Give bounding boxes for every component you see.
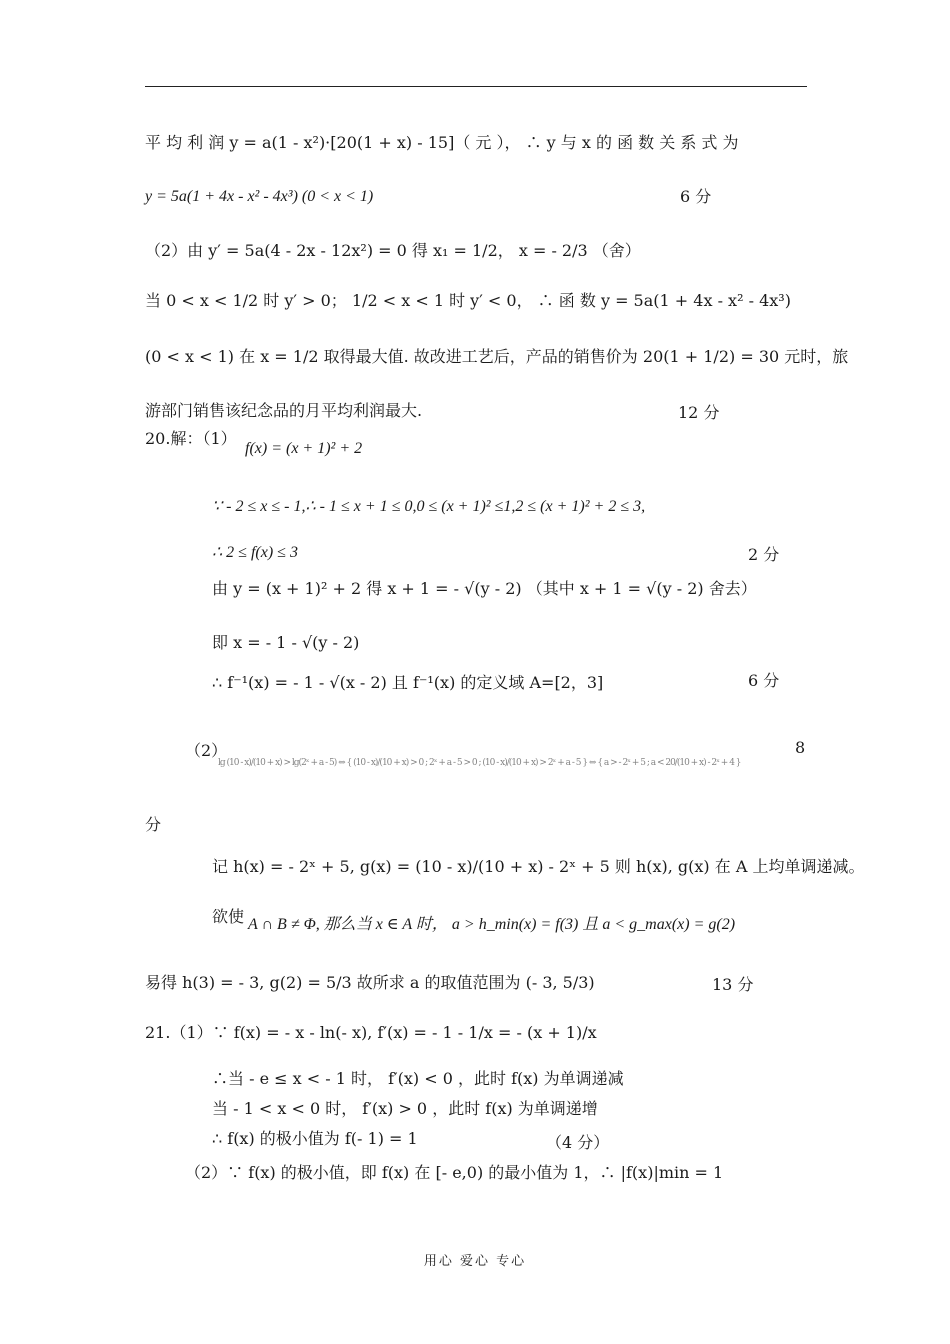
score-label: 2 分 <box>748 545 780 564</box>
formula-line: A ∩ B ≠ Φ, 那么当 x ∈ A 时， a > h_min(x) = f(3) 且 a < g_max(x) = g(2) <box>248 916 736 933</box>
score-label: 6 分 <box>680 187 712 206</box>
text-line: 欲使 <box>212 907 245 926</box>
score-label: 6 分 <box>748 671 780 690</box>
formula-line: ∵ - 2 ≤ x ≤ - 1,∴ - 1 ≤ x + 1 ≤ 0,0 ≤ (x + 1)² ≤1,2 ≤ (x + 1)² + 2 ≤ 3, <box>212 498 646 515</box>
text-line: 分 <box>145 815 162 834</box>
text-line: (0 < x < 1) 在 x = 1/2 取得最大值. 故改进工艺后，产品的销售价为 20(1 + 1/2) = 30 元时，旅 <box>145 347 849 366</box>
text-line: 易得 h(3) = - 3, g(2) = 5/3 故所求 a 的取值范围为 (- 3, 5/3) <box>145 973 595 992</box>
text-line: 当 0 < x < 1/2 时 y′ > 0； 1/2 < x < 1 时 y′ < 0， ∴ 函 数 y = 5a(1 + 4x - x² - 4x³) <box>145 291 791 310</box>
formula-line: f(x) = (x + 1)² + 2 <box>245 440 363 457</box>
text-line: 平 均 利 润 y = a(1 - x²)·[20(1 + x) - 15]（ 元 ）， ∴ y 与 x 的 函 数 关 系 式 为 <box>145 133 739 152</box>
text-line: 当 - 1 < x < 0 时， f′(x) > 0 ，此时 f(x) 为单调递增 <box>212 1099 598 1118</box>
text-line: 即 x = - 1 - √(y - 2) <box>212 633 360 652</box>
text-line: 21.（1）∵ f(x) = - x - ln(- x), f′(x) = - 1 - 1/x = - (x + 1)/x <box>145 1023 597 1042</box>
formula-line: y = 5a(1 + 4x - x² - 4x³) (0 < x < 1) <box>145 188 374 205</box>
text-line: （2） <box>185 741 228 760</box>
score-label: 8 <box>795 738 806 757</box>
text-line: 记 h(x) = - 2ˣ + 5, g(x) = (10 - x)/(10 + x) - 2ˣ + 5 则 h(x), g(x) 在 A 上均单调递减。 <box>212 857 865 876</box>
text-line: （2）∵ f(x) 的极小值，即 f(x) 在 [- e,0) 的最小值为 1，∴ |f(x)|min = 1 <box>185 1163 724 1182</box>
text-line: 由 y = (x + 1)² + 2 得 x + 1 = - √(y - 2) （其中 x + 1 = √(y - 2) 舍去） <box>212 579 757 598</box>
page-footer: 用心 爱心 专心 <box>423 1254 527 1269</box>
text-line: （2）由 y′ = 5a(4 - 2x - 12x²) = 0 得 x₁ = 1/2， x = - 2/3 （舍） <box>145 241 641 260</box>
blurred-formula: lg (10 - x)/(10 + x) > lg(2ˣ + a - 5) ⇔ { (10 - x)/(10 + x) > 0 ; 2ˣ + a - 5 > 0 ; (10 - x)/(10 + x) > 2ˣ + a - 5 } ⇔ { a > - 2ˣ + 5 ; a < 20/(10 + x) - 2ˣ + 4 } <box>218 758 741 768</box>
score-label: 13 分 <box>712 975 754 994</box>
score-label: （4 分） <box>546 1133 610 1152</box>
text-line: 游部门销售该纪念品的月平均利润最大. <box>145 401 423 420</box>
score-label: 12 分 <box>678 403 720 422</box>
problem-heading: 20.解：（1） <box>145 429 237 448</box>
header-rule <box>145 86 807 87</box>
text-line: ∴当 - e ≤ x < - 1 时， f′(x) < 0 ，此时 f(x) 为单调递减 <box>212 1069 624 1088</box>
text-line: ∴ f(x) 的极小值为 f(- 1) = 1 <box>212 1129 418 1148</box>
formula-line: ∴ 2 ≤ f(x) ≤ 3 <box>212 544 298 561</box>
text-line: ∴ f⁻¹(x) = - 1 - √(x - 2) 且 f⁻¹(x) 的定义域 A=[2，3] <box>212 673 604 692</box>
